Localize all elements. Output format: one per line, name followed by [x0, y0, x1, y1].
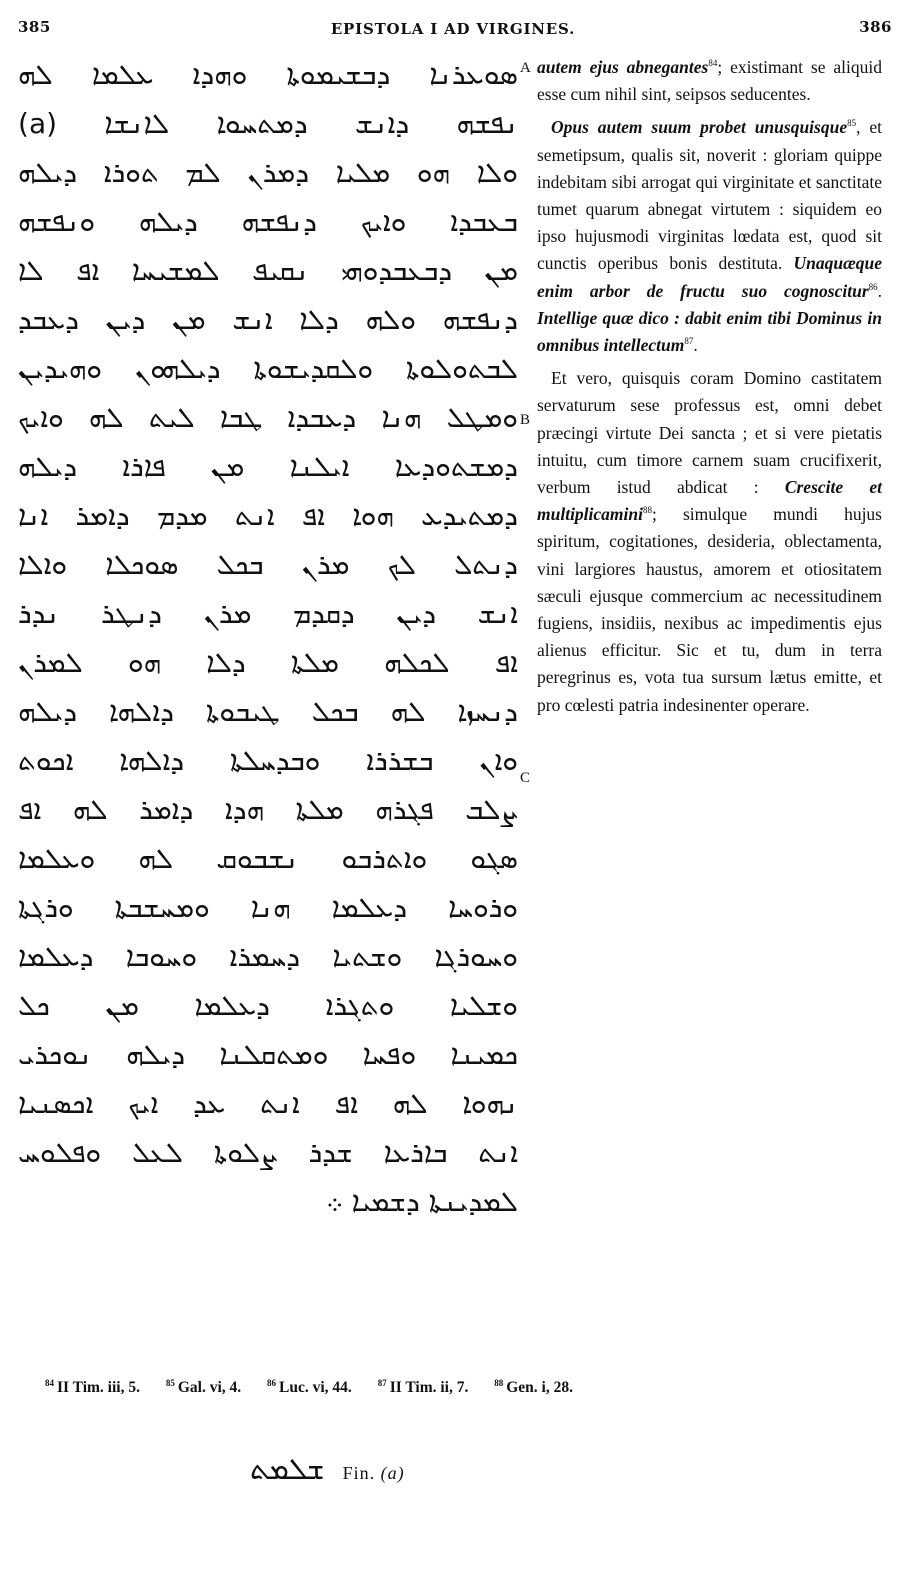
footnote — [45, 1379, 140, 1396]
footnote — [166, 1379, 241, 1396]
margin-letter-a: A — [520, 60, 531, 76]
syriac-line: ܐܢܬ ܒܐܪܥܐ ܫܕܪ ܨܠܘܬܐ ܠܥܠ ܘܦܠܘܚ — [18, 1136, 518, 1169]
latin-text: . — [693, 335, 698, 356]
syriac-line: ܣܘܥܪܢܐ ܕܒܫܝܡܘܬܐ ܘܗܕܐ ܥܠܡܐ ܠܗ — [18, 58, 518, 91]
syriac-line: ܘܪܘܚܐ ܕܥܠܡܐ ܗܢܐ ܘܡܚܫܒܬܐ ܘܪܓܬܐ — [18, 891, 518, 924]
footnote-text: Luc. vi, 44. — [279, 1379, 352, 1396]
page-number-left: 385 — [18, 18, 51, 36]
latin-column — [537, 54, 882, 719]
fin-note-mark: (a) — [380, 1463, 405, 1483]
syriac-line: ܘܠܐ ܗܘ ܡܠܝܐ ܕܡܪܢ ܠܡ ܬܘܪܐ ܕܝܠܗ — [18, 156, 518, 189]
syriac-line: ܕܡܬܝܕܥ ܗܘܐ ܐܦ ܐܢܬ ܡܕܡ ܕܐܡܪ ܐܢܐ — [18, 499, 518, 532]
colophon — [250, 1452, 405, 1487]
latin-italic: Crescite et multiplicamini — [537, 477, 882, 525]
syriac-line: ܒܥܒܕܐ ܘܐܝܟ ܕܢܦܫܗ ܕܝܠܗ ܘܢܦܫܗ — [18, 205, 518, 238]
latin-text: ; existimant se aliquid esse cum nihil sint, seipsos seducentes. — [537, 57, 882, 105]
page-number-right: 386 — [859, 18, 892, 36]
syriac-line: ܠܒܬܘܠܘܬܐ ܘܠܩܕܝܫܘܬܐ ܕܝܠܗܘܢ ܘܗܝܕܝܢ — [18, 352, 518, 385]
footnote-ref: 87 — [684, 336, 694, 347]
latin-italic: Intellige quæ dico : dabit enim tibi Dominus in omnibus intellectum — [537, 307, 882, 356]
footnote-ref: 86 — [868, 281, 878, 292]
footnote-number: 87 — [377, 1377, 387, 1388]
syriac-line: ܟܡܝܢܐ ܘܦܚܐ ܘܡܬܩܠܢܐ ܕܝܠܗ ܢܘܟܪܝ — [18, 1038, 518, 1071]
margin-letter-b: B — [520, 412, 531, 428]
syriac-line: ܘܫܠܝܐ ܘܬܓܪܐ ܕܥܠܡܐ ܡܢ ܟܠ — [18, 989, 518, 1022]
margin-letter-c: C — [520, 770, 531, 786]
syriac-line: ܘܐܢ ܒܫܪܪܐ ܘܒܕܚܠܬܐ ܕܐܠܗܐ ܐܟܘܬ — [18, 744, 518, 777]
colophon-syriac: ܫܠܡܬ — [250, 1452, 325, 1487]
syriac-line: ܕܢܦܫܗ ܘܠܗ ܕܠܐ ܐܢܫ ܡܢ ܕܝܢ ܕܥܒܕ — [18, 303, 518, 336]
latin-text: ; simulque mundi hujus spiritum, cogitationes, desideria, oblectamenta, vini largiores haustus, amorem et otiositatem sæculi ejusque commercium ac necessitudinem fugiens, insidiis, nexibus ac impedimentis ejus alienus efficitur. Sic et tu, dum in terra peregrinus es, vota tua sursum lætus emitte, et pro cœlesti patria indesinenter operare. — [537, 504, 882, 715]
latin-italic: Unaquæque enim arbor de fructu suo cognoscitur — [537, 253, 882, 301]
footnote-ref: 84 — [708, 58, 718, 69]
footnote — [378, 1379, 469, 1396]
syriac-line: ܘܡܛܠ ܗܢܐ ܕܥܒܕܐ ܛܒܐ ܠܝܬ ܠܗ ܘܐܝܟ — [18, 401, 518, 434]
footnote-text: Gal. vi, 4. — [177, 1379, 242, 1396]
syriac-line: ܕܡܫܬܘܕܥܐ ܐܝܠܢܐ ܡܢ ܦܐܪܐ ܕܝܠܗ — [18, 450, 518, 483]
footnote-text: Gen. i, 28. — [506, 1379, 573, 1396]
syriac-line: ܕܢܚܙܐ ܠܗ ܒܟܠ ܛܝܒܘܬܐ ܕܐܠܗܐ ܕܝܠܗ — [18, 695, 518, 728]
footnote-number: 88 — [494, 1377, 504, 1388]
latin-italic: autem ejus abnegantes — [537, 57, 709, 77]
footnote-text: II Tim. iii, 5. — [57, 1379, 140, 1396]
footnote-ref: 85 — [847, 118, 857, 129]
footnote-ref: 88 — [643, 505, 652, 516]
footnote — [267, 1379, 352, 1396]
latin-italic: Opus autem suum probet unusquisque — [551, 117, 848, 138]
footnote-number: 85 — [165, 1377, 175, 1388]
latin-paragraph-2 — [537, 114, 882, 359]
syriac-line: ܡܢ ܕܒܥܒܕܘܗܝ ܢܩܝܦ ܠܡܫܝܚܐ ܐܦ ܠܐ — [18, 254, 518, 287]
syriac-line: ܐܢܫ ܕܝܢ ܕܩܕܡ ܡܪܢ ܕܢܛܪ ܢܕܪ — [18, 597, 518, 630]
latin-text: . — [877, 280, 882, 301]
footnote — [494, 1379, 573, 1396]
syriac-line: ܢܦܫܗ ܕܐܢܫ ܕܡܬܚܘܐ ܠܐܢܫܐ (a) — [18, 107, 518, 140]
syriac-line: ܕܢܬܠ ܠܟ ܡܪܢ ܒܟܠ ܣܘܟܠܐ ܘܐܠܐ — [18, 548, 518, 581]
syriac-line: ܘܚܘܪܓܐ ܘܫܬܝܐ ܕܚܡܪܐ ܘܚܘܒܐ ܕܥܠܡܐ — [18, 940, 518, 973]
syriac-line: ܨܠܒ ܦܓܪܗ ܡܠܬܐ ܗܕܐ ܕܐܡܪ ܠܗ ܐܦ — [18, 793, 518, 826]
syriac-column — [18, 50, 518, 1226]
latin-text: Et vero, quisquis coram Domino castitatem servaturum sese professus est, omni debet præcingi virtute Dei sancta ; et si vere pietatis intuitu, cum timore carnem suam crucifixerit, verbum istud abdicat : — [537, 368, 882, 498]
footnotes — [45, 1379, 845, 1397]
syriac-line: ܠܡܕܝܢܬܐ ܕܫܡܝܐ ܀ — [325, 1185, 518, 1218]
latin-paragraph-1 — [537, 54, 882, 108]
syriac-line: ܣܓܘ ܘܐܬܪܒܘ ܢܫܒܘܩ ܠܗ ܘܥܠܡܐ — [18, 842, 518, 875]
footnote-text: II Tim. ii, 7. — [389, 1379, 469, 1396]
latin-paragraph-3 — [537, 365, 882, 719]
footnote-number: 86 — [267, 1377, 277, 1388]
footnote-number: 84 — [45, 1377, 54, 1388]
colophon-fin — [343, 1463, 405, 1484]
latin-text: , et semetipsum, qualis sit, noverit : gloriam quippe indebitam sibi arrogat qui virginitate et sanctitate tumet quarum abnegat virtutem : siquidem eo ipso hujusmodi virginitas lœdata est, quod sit cunctis operibus bonis destituta. — [537, 117, 882, 274]
running-head: EPISTOLA I AD VIRGINES. — [330, 20, 576, 38]
fin-label: Fin. — [342, 1463, 376, 1483]
syriac-line: ܐܦ ܠܟܠܗ ܡܠܬܐ ܕܠܐ ܗܘ ܠܡܪܢ — [18, 646, 518, 679]
syriac-line: ܢܗܘܐ ܠܗ ܐܦ ܐܢܬ ܥܕ ܐܝܟ ܐܟܣܢܝܐ — [18, 1087, 518, 1120]
